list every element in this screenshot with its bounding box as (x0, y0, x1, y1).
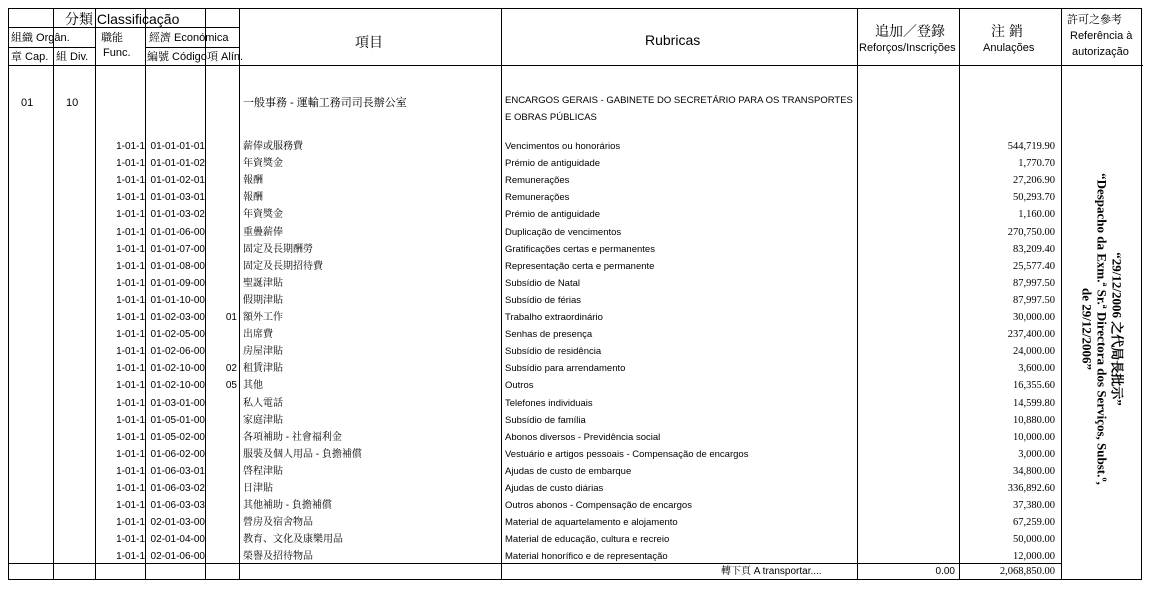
row-item: 出席費 (243, 329, 273, 341)
table-row (9, 138, 1143, 155)
row-funcional: 1-01-1 (116, 465, 145, 477)
header-organica: 組織 Orgân. (11, 32, 70, 44)
row-anulacao: 544,719.90 (1007, 141, 1055, 152)
row-funcional: 1-01-1 (116, 414, 145, 426)
row-item: 啓程津貼 (243, 465, 283, 477)
row-rubrica: Vestuário e artigos pessoais - Compensação de encargos (505, 448, 749, 460)
row-rubrica: Senhas de presença (505, 329, 593, 341)
row-item: 私人電話 (243, 397, 283, 409)
row-rubrica: Ajudas de custo de embarque (505, 465, 632, 477)
header-item: 項目 (355, 34, 383, 50)
header-bottom-line (9, 65, 1143, 66)
row-funcional: 1-01-1 (116, 158, 145, 170)
row-alinea: 05 (225, 380, 237, 392)
table-row (9, 531, 1143, 548)
row-codigo: 01-01-01-01 (150, 141, 205, 152)
row-funcional: 1-01-1 (116, 209, 145, 221)
table-row (9, 326, 1143, 343)
header-anulacoes-zh: 注 銷 (991, 23, 1023, 39)
table-row (9, 155, 1143, 172)
row-codigo: 01-01-02-01 (150, 175, 205, 187)
row-item: 額外工作 (243, 312, 283, 323)
row-rubrica: Outros abonos - Compensação de encargos (505, 500, 692, 512)
table-row (9, 480, 1143, 497)
row-item: 榮譽及招待物品 (243, 551, 313, 563)
row-anulacao: 10,880.00 (1013, 414, 1055, 426)
row-funcional: 1-01-1 (116, 517, 145, 529)
row-anulacao: 50,000.00 (1013, 534, 1055, 546)
footer-transport-label: 轉下頁 A transportar.... (721, 566, 822, 577)
row-anulacao: 12,000.00 (1013, 551, 1055, 563)
row-item: 教育、文化及康樂用品 (243, 534, 343, 546)
row-rubrica: Subsídio de residência (505, 346, 602, 358)
row-codigo: 01-05-02-00 (150, 431, 205, 443)
row-anulacao: 336,892.60 (1007, 483, 1055, 494)
row-anulacao: 10,000.00 (1013, 431, 1055, 443)
header-divider (145, 47, 239, 48)
header-divider (9, 27, 239, 28)
header-codigo: 編號 Código (147, 51, 207, 63)
row-anulacao: 270,750.00 (1007, 226, 1055, 238)
row-rubrica: Subsídio de Natal (505, 277, 580, 289)
row-funcional: 1-01-1 (116, 141, 145, 152)
row-anulacao: 24,000.00 (1013, 346, 1055, 358)
header-rubricas: Rubricas (645, 32, 701, 48)
table-row (9, 172, 1143, 189)
row-item: 房屋津貼 (243, 346, 283, 358)
row-rubrica: Vencimentos ou honorários (505, 141, 621, 152)
table-row (9, 258, 1143, 275)
row-rubrica: Remunerações (505, 192, 570, 204)
row-codigo: 01-01-03-02 (150, 209, 205, 221)
row-funcional: 1-01-1 (116, 175, 145, 187)
row-funcional: 1-01-1 (116, 192, 145, 204)
header-referencia-zh: 許可之參考 (1067, 14, 1122, 26)
row-funcional: 1-01-1 (116, 243, 145, 255)
header-anulacoes-pt: Anulações (983, 42, 1035, 54)
row-anulacao: 27,206.90 (1013, 175, 1055, 187)
row-anulacao: 1,770.70 (1018, 158, 1055, 170)
row-anulacao: 1,160.00 (1018, 209, 1055, 221)
row-codigo: 02-01-06-00 (150, 551, 205, 563)
row-item: 薪俸或服務費 (243, 141, 303, 152)
row-rubrica: Duplicação de vencimentos (505, 226, 622, 238)
header-referencia-pt: Referência à (1070, 30, 1133, 42)
row-codigo: 02-01-03-00 (150, 517, 205, 529)
row-item: 其他補助 - 負擔補償 (243, 500, 332, 512)
header-cap: 章 Cap. (11, 51, 49, 63)
row-funcional: 1-01-1 (116, 483, 145, 494)
row-item: 固定及長期酬勞 (243, 243, 313, 255)
row-item: 年資獎金 (243, 158, 283, 170)
section-rubrica-line1: ENCARGOS GERAIS - GABINETE DO SECRETÁRIO PARA OS TRANSPORTES (505, 95, 853, 106)
header-autorizacao-pt: autorização (1072, 46, 1129, 58)
table-row (9, 309, 1143, 326)
footer-anulacoes-total: 2,068,850.00 (999, 566, 1055, 577)
row-funcional: 1-01-1 (116, 294, 145, 306)
row-codigo: 01-01-07-00 (150, 243, 205, 255)
row-rubrica: Material de educação, cultura e recreio (505, 534, 670, 546)
row-item: 報酬 (243, 175, 263, 187)
table-row (9, 463, 1143, 480)
row-funcional: 1-01-1 (116, 380, 145, 392)
row-rubrica: Outros (505, 380, 534, 392)
footer-reforcos-total: 0.00 (935, 566, 955, 577)
row-funcional: 1-01-1 (116, 534, 145, 546)
row-funcional: 1-01-1 (116, 312, 145, 323)
header-reforcos-pt: Reforços/Inscrições (859, 42, 956, 54)
header-funcional-zh: 職能 (101, 32, 123, 44)
header-classificacao: 分類 Classificação (65, 11, 180, 27)
row-rubrica: Gratificações certas e permanentes (505, 243, 655, 255)
table-row (9, 497, 1143, 514)
authorization-note (1061, 149, 1143, 509)
row-codigo: 01-02-10-00 (150, 363, 205, 375)
row-anulacao: 3,000.00 (1018, 448, 1055, 460)
row-item: 假期津貼 (243, 294, 283, 306)
row-anulacao: 67,259.00 (1013, 517, 1055, 529)
row-funcional: 1-01-1 (116, 226, 145, 238)
row-funcional: 1-01-1 (116, 277, 145, 289)
row-anulacao: 87,997.50 (1013, 294, 1055, 306)
row-rubrica: Subsídio de férias (505, 294, 582, 306)
section-div: 10 (66, 97, 79, 109)
budget-table (8, 8, 1142, 580)
row-anulacao: 237,400.00 (1007, 329, 1055, 341)
row-anulacao: 3,600.00 (1018, 363, 1055, 375)
row-funcional: 1-01-1 (116, 551, 145, 563)
row-funcional: 1-01-1 (116, 346, 145, 358)
section-cap: 01 (21, 97, 34, 109)
row-funcional: 1-01-1 (116, 500, 145, 512)
header-divider (9, 47, 95, 48)
header-div: 組 Div. (56, 51, 89, 63)
row-rubrica: Material de aquartelamento e alojamento (505, 517, 678, 529)
row-anulacao: 16,355.60 (1013, 380, 1055, 392)
row-codigo: 01-05-01-00 (150, 414, 205, 426)
row-codigo: 02-01-04-00 (150, 534, 205, 546)
row-codigo: 01-01-01-02 (150, 158, 205, 170)
row-funcional: 1-01-1 (116, 448, 145, 460)
row-codigo: 01-06-03-03 (150, 500, 205, 512)
table-row (9, 446, 1143, 463)
row-anulacao: 37,380.00 (1013, 500, 1055, 512)
row-item: 家庭津貼 (243, 414, 283, 426)
row-codigo: 01-03-01-00 (150, 397, 205, 409)
authorization-line1: “29/12/2006 之代局長批示” (1109, 252, 1125, 406)
row-item: 日津貼 (243, 483, 273, 494)
row-funcional: 1-01-1 (116, 260, 145, 272)
table-row (9, 206, 1143, 223)
table-row (9, 224, 1143, 241)
table-row (9, 514, 1143, 531)
section-rubrica-line2: E OBRAS PÚBLICAS (505, 112, 597, 123)
table-row (9, 241, 1143, 258)
authorization-line3: de 29/12/2006” (1079, 288, 1095, 370)
row-anulacao: 50,293.70 (1013, 192, 1055, 204)
table-row (9, 377, 1143, 394)
row-rubrica: Trabalho extraordinário (505, 312, 603, 323)
table-row (9, 412, 1143, 429)
row-codigo: 01-06-03-02 (150, 483, 205, 494)
row-codigo: 01-01-10-00 (150, 294, 205, 306)
row-funcional: 1-01-1 (116, 363, 145, 375)
row-alinea: 02 (225, 363, 237, 375)
row-codigo: 01-01-09-00 (150, 277, 205, 289)
row-rubrica: Telefones individuais (505, 397, 593, 409)
row-anulacao: 87,997.50 (1013, 277, 1055, 289)
row-rubrica: Remunerações (505, 175, 570, 187)
row-alinea: 01 (225, 312, 237, 323)
row-item: 年資獎金 (243, 209, 283, 221)
row-rubrica: Ajudas de custo diárias (505, 483, 604, 494)
row-anulacao: 14,599.80 (1013, 397, 1055, 409)
header-alin: 項 Alín. (207, 51, 244, 63)
row-anulacao: 34,800.00 (1013, 465, 1055, 477)
section-item: 一般事務 - 運輸工務司司長辦公室 (243, 97, 407, 109)
row-rubrica: Prémio de antiguidade (505, 158, 601, 170)
row-codigo: 01-02-03-00 (150, 312, 205, 323)
row-codigo: 01-06-02-00 (150, 448, 205, 460)
row-rubrica: Subsídio para arrendamento (505, 363, 626, 375)
table-row (9, 189, 1143, 206)
row-item: 營房及宿舍物品 (243, 517, 313, 529)
table-row (9, 343, 1143, 360)
row-item: 固定及長期招待費 (243, 260, 323, 272)
row-funcional: 1-01-1 (116, 431, 145, 443)
row-anulacao: 83,209.40 (1013, 243, 1055, 255)
authorization-line2: “Despacho da Exm.ª Sr.ª Directora dos Serviços, Subst.º, (1094, 173, 1110, 485)
row-item: 租賃津貼 (243, 363, 283, 375)
row-anulacao: 30,000.00 (1013, 312, 1055, 323)
row-item: 各項補助 - 社會福利金 (243, 431, 342, 443)
row-funcional: 1-01-1 (116, 397, 145, 409)
row-item: 聖誕津貼 (243, 277, 283, 289)
table-row (9, 395, 1143, 412)
header-funcional-pt: Func. (103, 47, 131, 59)
row-codigo: 01-01-06-00 (150, 226, 205, 238)
row-codigo: 01-02-05-00 (150, 329, 205, 341)
header-reforcos-zh: 追加／登錄 (875, 23, 945, 39)
row-codigo: 01-06-03-01 (150, 465, 205, 477)
header-economica: 經濟 Económica (149, 32, 229, 44)
table-row (9, 275, 1143, 292)
row-codigo: 01-02-10-00 (150, 380, 205, 392)
row-item: 報酬 (243, 192, 263, 204)
row-rubrica: Prémio de antiguidade (505, 209, 601, 221)
row-item: 其他 (243, 380, 263, 392)
row-rubrica: Subsídio de família (505, 414, 586, 426)
row-codigo: 01-02-06-00 (150, 346, 205, 358)
table-row (9, 548, 1143, 565)
row-item: 服裝及個人用品 - 負擔補償 (243, 448, 362, 460)
row-codigo: 01-01-03-01 (150, 192, 205, 204)
row-funcional: 1-01-1 (116, 329, 145, 341)
table-row (9, 292, 1143, 309)
row-anulacao: 25,577.40 (1013, 260, 1055, 272)
row-rubrica: Material honorífico e de representação (505, 551, 668, 563)
table-row (9, 429, 1143, 446)
row-item: 重疊薪俸 (243, 226, 283, 238)
row-rubrica: Representação certa e permanente (505, 260, 655, 272)
table-row (9, 360, 1143, 377)
row-rubrica: Abonos diversos - Previdência social (505, 431, 661, 443)
row-codigo: 01-01-08-00 (150, 260, 205, 272)
